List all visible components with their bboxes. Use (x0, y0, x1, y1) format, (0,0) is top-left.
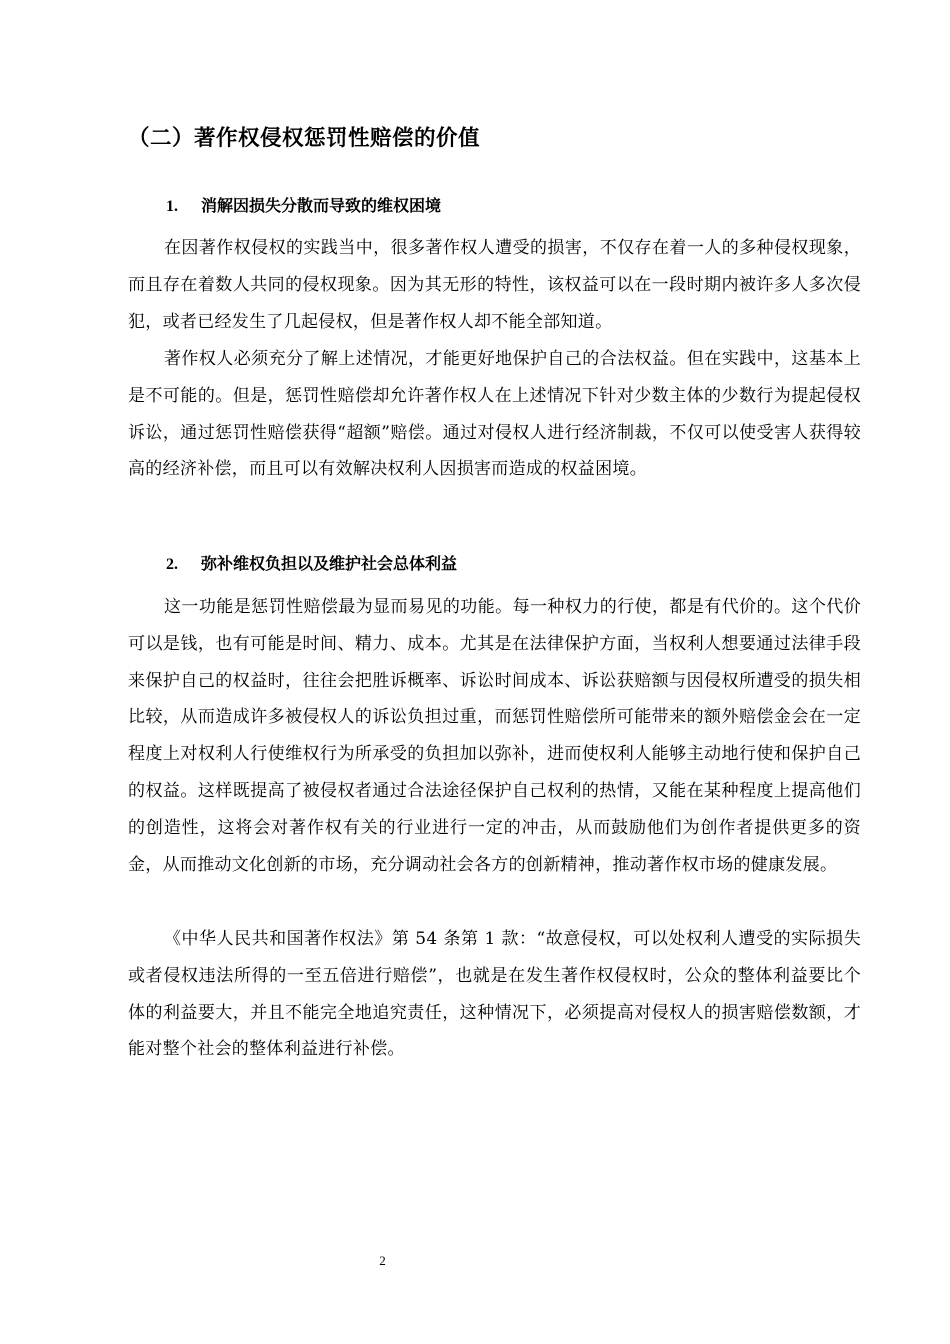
paragraph: 《中华人民共和国著作权法》第 54 条第 1 款：“故意侵权，可以处权利人遭受的实际损失或者侵权违法所得的一至五倍进行赔偿”，也就是在发生著作权侵权时，公众的整体利益要比个体的利益要大，并且不能完全地追究责任，这种情况下，必须提高对侵权人的损害赔偿数额，才能对整个社会的整体利益进行补偿。 (128, 929, 861, 1060)
subsection-number: 1. (166, 198, 178, 215)
paragraph: 在因著作权侵权的实践当中，很多著作权人遭受的损害，不仅存在着一人的多种侵权现象，而且存在着数人共同的侵权现象。因为其无形的特性，该权益可以在一段时期内被许多人多次侵犯，或者已经发生了几起侵权，但是著作权人却不能全部知道。 (128, 238, 861, 332)
subsection-heading-1 (166, 194, 441, 219)
subsection-heading-text: 弥补维权负担以及维护社会总体利益 (201, 554, 458, 573)
paragraph: 这一功能是惩罚性赔偿最为显而易见的功能。每一种权力的行使，都是有代价的。这个代价可以是钱，也有可能是时间、精力、成本。尤其是在法律保护方面，当权利人想要通过法律手段来保护自己的权益时，往往会把胜诉概率、诉讼时间成本、诉讼获赔额与因侵权所遭受的损失相比较，从而造成许多被侵权人的诉讼负担过重，而惩罚性赔偿所可能带来的额外赔偿金会在一定程度上对权利人行使维权行为所承受的负担加以弥补，进而使权利人能够主动地行使和保护自己的权益。这样既提高了被侵权者通过合法途径保护自己权利的热情，又能在某种程度上提高他们的创造性，这将会对著作权有关的行业进行一定的冲击，从而鼓励他们为创作者提供更多的资金，从而推动文化创新的市场，充分调动社会各方的创新精神，推动著作权市场的健康发展。 (128, 597, 861, 875)
subsection-heading-2 (166, 552, 457, 577)
paragraph: 著作权人必须充分了解上述情况，才能更好地保护自己的合法权益。但在实践中，这基本上是不可能的。但是，惩罚性赔偿却允许著作权人在上述情况下针对少数主体的少数行为提起侵权诉讼，通过惩罚性赔偿获得“超额”赔偿。通过对侵权人进行经济制裁，不仅可以使受害人获得较高的经济补偿，而且可以有效解决权利人因损害而造成的权益困境。 (128, 349, 861, 480)
subsection-number: 2. (166, 556, 178, 573)
section-title: （二）著作权侵权惩罚性赔偿的价值 (128, 126, 481, 151)
subsection-heading-text: 消解因损失分散而导致的维权困境 (201, 196, 442, 215)
page-number: 2 (379, 1253, 386, 1268)
